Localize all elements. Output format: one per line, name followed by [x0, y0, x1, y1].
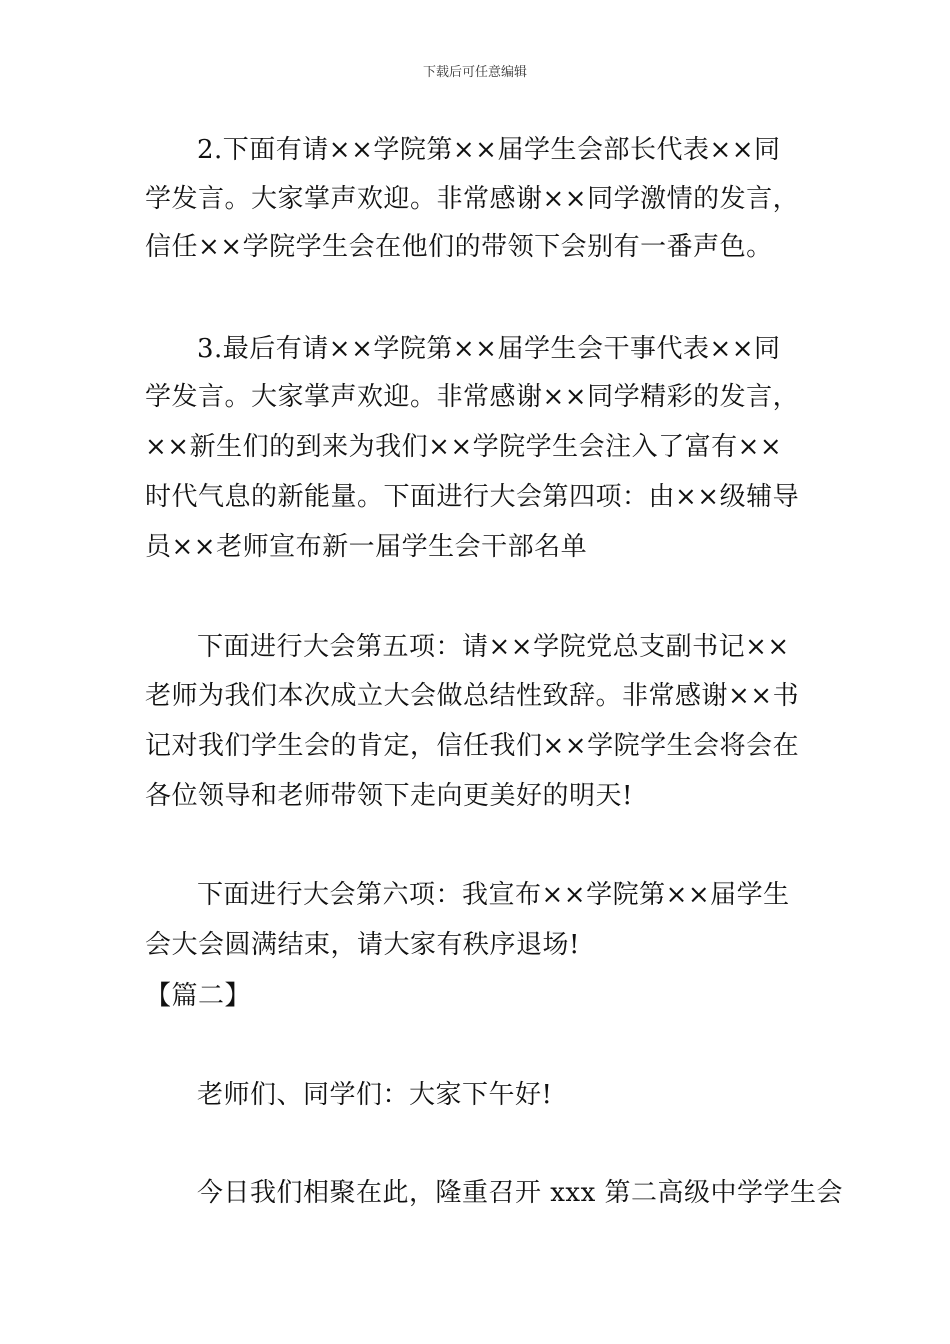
section-heading: 【篇二】: [145, 981, 252, 1011]
paragraph-line: 员××老师宣布新一届学生会干部名单: [145, 532, 588, 562]
paragraph-line: 3.最后有请××学院第××届学生会干事代表××同: [197, 334, 781, 364]
paragraph-line: 今日我们相聚在此，隆重召开 xxx 第二高级中学学生会: [197, 1178, 844, 1208]
paragraph-line: 2.下面有请××学院第××届学生会部长代表××同: [197, 135, 781, 165]
paragraph-line: 会大会圆满结束，请大家有秩序退场!: [145, 930, 580, 960]
paragraph-line: ××新生们的到来为我们××学院学生会注入了富有××: [145, 432, 783, 462]
paragraph-line: 记对我们学生会的肯定，信任我们××学院学生会将会在: [145, 731, 800, 761]
page-header: 下载后可任意编辑: [422, 65, 527, 80]
paragraph-line: 学发言。大家掌声欢迎。非常感谢××同学精彩的发言，: [145, 382, 800, 412]
paragraph-line: 下面进行大会第六项：我宣布××学院第××届学生: [197, 880, 790, 910]
paragraph-line: 各位领导和老师带领下走向更美好的明天!: [145, 781, 633, 811]
paragraph-line: 下面进行大会第五项：请××学院党总支副书记××: [197, 632, 790, 662]
paragraph-line: 学发言。大家掌声欢迎。非常感谢××同学激情的发言，: [145, 184, 800, 214]
paragraph-line: 信任××学院学生会在他们的带领下会别有一番声色。: [145, 232, 773, 262]
paragraph-line: 老师们、同学们：大家下午好!: [197, 1080, 553, 1110]
paragraph-line: 老师为我们本次成立大会做总结性致辞。非常感谢××书: [145, 681, 800, 711]
paragraph-line: 时代气息的新能量。下面进行大会第四项：由××级辅导: [145, 482, 800, 512]
